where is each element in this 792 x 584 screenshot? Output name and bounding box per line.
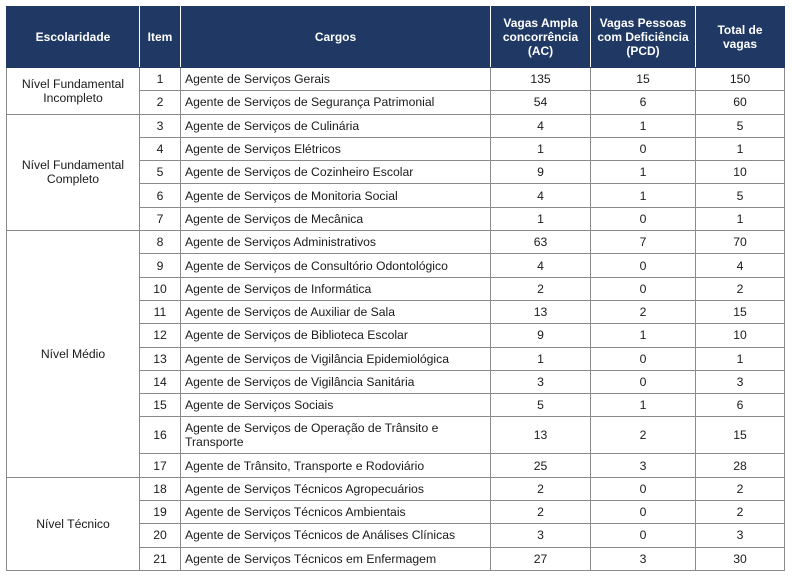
header-item: Item: [140, 7, 181, 68]
vagas-ac-cell: 2: [491, 501, 591, 524]
cargo-cell: Agente de Serviços de Consultório Odontológico: [181, 254, 491, 277]
total-vagas-cell: 30: [696, 547, 785, 570]
vagas-pcd-cell: 1: [591, 184, 696, 207]
cargo-cell: Agente de Serviços Técnicos de Análises Clínicas: [181, 524, 491, 547]
cargo-cell: Agente de Serviços de Auxiliar de Sala: [181, 300, 491, 323]
vagas-pcd-cell: 3: [591, 454, 696, 477]
total-vagas-cell: 5: [696, 184, 785, 207]
total-vagas-cell: 1: [696, 207, 785, 230]
vagas-ac-cell: 3: [491, 524, 591, 547]
vagas-ac-cell: 9: [491, 324, 591, 347]
vagas-pcd-cell: 0: [591, 207, 696, 230]
cargo-cell: Agente de Serviços Técnicos Ambientais: [181, 501, 491, 524]
vagas-pcd-cell: 3: [591, 547, 696, 570]
header-row: [7, 7, 785, 68]
vagas-pcd-cell: 0: [591, 254, 696, 277]
item-cell: 18: [140, 477, 181, 500]
item-cell: 7: [140, 207, 181, 230]
header-cargos: Cargos: [181, 7, 491, 68]
table-row: [7, 114, 785, 137]
header-vagas-ac: Vagas Ampla concorrência (AC): [491, 7, 591, 68]
escolaridade-cell: Nível Médio: [7, 231, 140, 478]
cargo-cell: Agente de Serviços de Monitoria Social: [181, 184, 491, 207]
vagas-table: [6, 6, 785, 571]
item-cell: 14: [140, 370, 181, 393]
vagas-ac-cell: 25: [491, 454, 591, 477]
vagas-ac-cell: 3: [491, 370, 591, 393]
vagas-ac-cell: 1: [491, 137, 591, 160]
vagas-pcd-cell: 0: [591, 477, 696, 500]
total-vagas-cell: 3: [696, 370, 785, 393]
vagas-ac-cell: 13: [491, 417, 591, 454]
vagas-ac-cell: 4: [491, 184, 591, 207]
item-cell: 4: [140, 137, 181, 160]
item-cell: 16: [140, 417, 181, 454]
total-vagas-cell: 1: [696, 137, 785, 160]
cargo-cell: Agente de Serviços de Operação de Trânsito e Transporte: [181, 417, 491, 454]
vagas-ac-cell: 2: [491, 477, 591, 500]
vagas-pcd-cell: 2: [591, 417, 696, 454]
cargo-cell: Agente de Serviços de Biblioteca Escolar: [181, 324, 491, 347]
total-vagas-cell: 10: [696, 324, 785, 347]
item-cell: 5: [140, 161, 181, 184]
item-cell: 13: [140, 347, 181, 370]
vagas-pcd-cell: 0: [591, 524, 696, 547]
total-vagas-cell: 2: [696, 477, 785, 500]
vagas-ac-cell: 9: [491, 161, 591, 184]
vagas-ac-cell: 13: [491, 300, 591, 323]
vagas-ac-cell: 4: [491, 114, 591, 137]
vagas-pcd-cell: 6: [591, 91, 696, 114]
vagas-pcd-cell: 0: [591, 137, 696, 160]
vagas-ac-cell: 27: [491, 547, 591, 570]
total-vagas-cell: 10: [696, 161, 785, 184]
vagas-pcd-cell: 1: [591, 324, 696, 347]
cargo-cell: Agente de Serviços de Segurança Patrimonial: [181, 91, 491, 114]
cargo-cell: Agente de Serviços de Vigilância Epidemiológica: [181, 347, 491, 370]
item-cell: 20: [140, 524, 181, 547]
total-vagas-cell: 4: [696, 254, 785, 277]
escolaridade-cell: Nível Técnico: [7, 477, 140, 570]
cargo-cell: Agente de Serviços Elétricos: [181, 137, 491, 160]
total-vagas-cell: 2: [696, 277, 785, 300]
total-vagas-cell: 1: [696, 347, 785, 370]
total-vagas-cell: 6: [696, 394, 785, 417]
vagas-pcd-cell: 1: [591, 161, 696, 184]
cargo-cell: Agente de Serviços Administrativos: [181, 231, 491, 254]
cargo-cell: Agente de Serviços Técnicos Agropecuários: [181, 477, 491, 500]
item-cell: 2: [140, 91, 181, 114]
vagas-pcd-cell: 15: [591, 68, 696, 91]
vagas-pcd-cell: 7: [591, 231, 696, 254]
vagas-pcd-cell: 0: [591, 501, 696, 524]
cargo-cell: Agente de Serviços Técnicos em Enfermagem: [181, 547, 491, 570]
cargo-cell: Agente de Trânsito, Transporte e Rodoviário: [181, 454, 491, 477]
item-cell: 8: [140, 231, 181, 254]
vagas-ac-cell: 4: [491, 254, 591, 277]
item-cell: 9: [140, 254, 181, 277]
total-vagas-cell: 70: [696, 231, 785, 254]
vagas-ac-cell: 1: [491, 207, 591, 230]
total-vagas-cell: 15: [696, 417, 785, 454]
table-row: [7, 68, 785, 91]
vagas-ac-cell: 5: [491, 394, 591, 417]
total-vagas-cell: 3: [696, 524, 785, 547]
item-cell: 1: [140, 68, 181, 91]
item-cell: 15: [140, 394, 181, 417]
vagas-ac-cell: 1: [491, 347, 591, 370]
item-cell: 10: [140, 277, 181, 300]
cargo-cell: Agente de Serviços de Informática: [181, 277, 491, 300]
total-vagas-cell: 5: [696, 114, 785, 137]
cargo-cell: Agente de Serviços Gerais: [181, 68, 491, 91]
cargo-cell: Agente de Serviços de Cozinheiro Escolar: [181, 161, 491, 184]
vagas-ac-cell: 63: [491, 231, 591, 254]
total-vagas-cell: 60: [696, 91, 785, 114]
total-vagas-cell: 150: [696, 68, 785, 91]
item-cell: 12: [140, 324, 181, 347]
vagas-pcd-cell: 1: [591, 114, 696, 137]
header-escolaridade: Escolaridade: [7, 7, 140, 68]
table-body: [7, 68, 785, 571]
vagas-pcd-cell: 0: [591, 277, 696, 300]
total-vagas-cell: 15: [696, 300, 785, 323]
total-vagas-cell: 2: [696, 501, 785, 524]
vagas-ac-cell: 135: [491, 68, 591, 91]
vagas-pcd-cell: 0: [591, 370, 696, 393]
vagas-ac-cell: 54: [491, 91, 591, 114]
item-cell: 19: [140, 501, 181, 524]
escolaridade-cell: Nível Fundamental Completo: [7, 114, 140, 230]
vagas-pcd-cell: 0: [591, 347, 696, 370]
cargo-cell: Agente de Serviços de Vigilância Sanitária: [181, 370, 491, 393]
table-row: [7, 231, 785, 254]
vagas-pcd-cell: 1: [591, 394, 696, 417]
cargo-cell: Agente de Serviços de Mecânica: [181, 207, 491, 230]
header-total-vagas: Total de vagas: [696, 7, 785, 68]
table-header: [7, 7, 785, 68]
item-cell: 6: [140, 184, 181, 207]
escolaridade-cell: Nível Fundamental Incompleto: [7, 68, 140, 115]
item-cell: 11: [140, 300, 181, 323]
vagas-pcd-cell: 2: [591, 300, 696, 323]
table-row: [7, 477, 785, 500]
vagas-ac-cell: 2: [491, 277, 591, 300]
cargo-cell: Agente de Serviços de Culinária: [181, 114, 491, 137]
item-cell: 21: [140, 547, 181, 570]
cargo-cell: Agente de Serviços Sociais: [181, 394, 491, 417]
header-vagas-pcd: Vagas Pessoas com Deficiência (PCD): [591, 7, 696, 68]
total-vagas-cell: 28: [696, 454, 785, 477]
item-cell: 17: [140, 454, 181, 477]
item-cell: 3: [140, 114, 181, 137]
